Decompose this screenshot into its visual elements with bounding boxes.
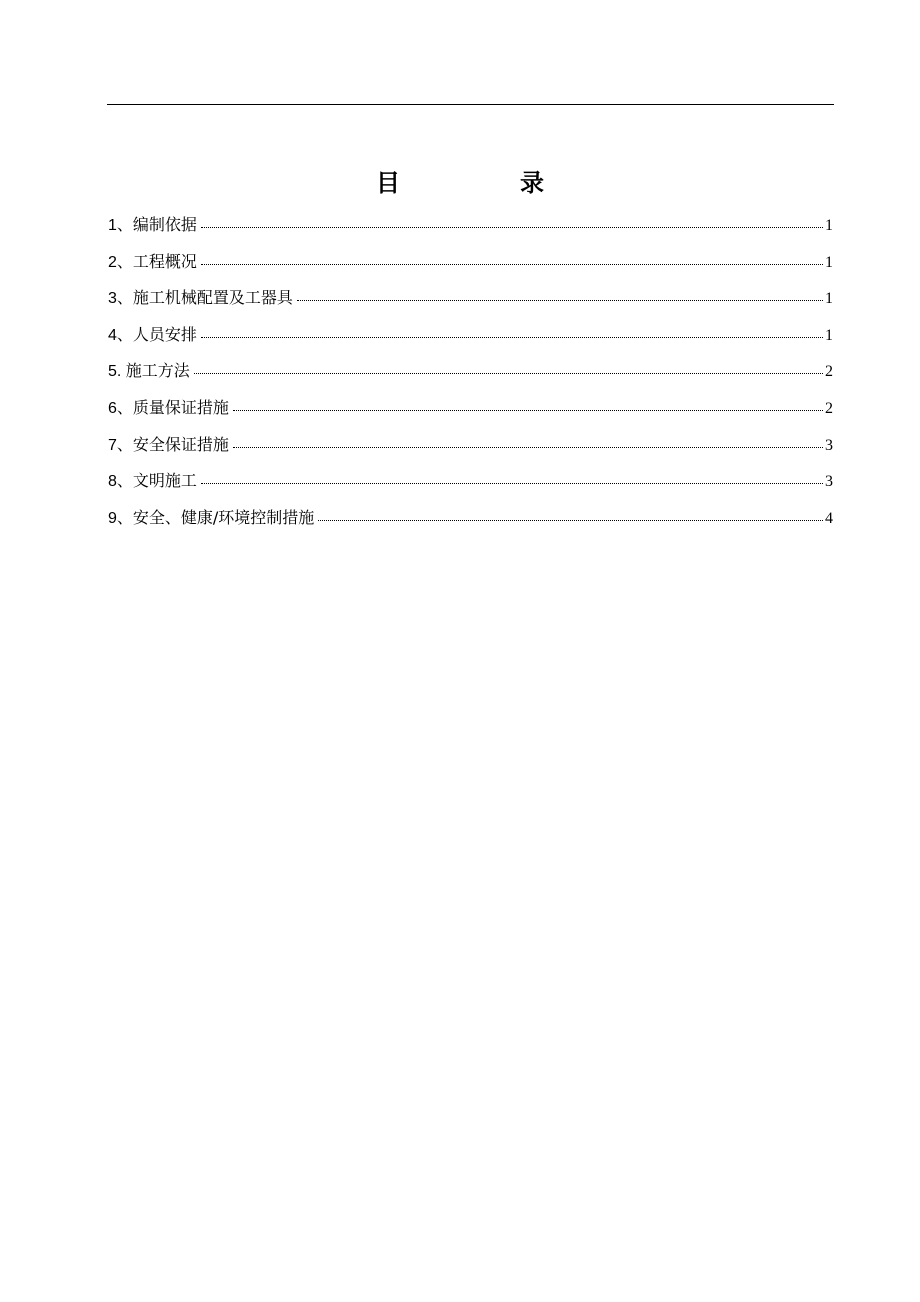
toc-leader-dots bbox=[194, 372, 823, 374]
toc-leader-dots bbox=[201, 263, 823, 265]
toc-entry-number: 3、 bbox=[108, 290, 133, 308]
toc-entry-page: 1 bbox=[825, 253, 833, 271]
toc-entry-title: 安全、健康/环境控制措施 bbox=[132, 507, 315, 527]
toc-leader-dots bbox=[233, 446, 823, 448]
toc-entry[interactable] bbox=[108, 207, 833, 244]
toc-entry-page: 1 bbox=[825, 217, 833, 234]
toc-entry[interactable] bbox=[108, 500, 833, 537]
toc-entry-title: 质量保证措施 bbox=[132, 397, 229, 417]
toc-entry-number: 6、 bbox=[108, 399, 133, 417]
toc-entry[interactable] bbox=[108, 317, 833, 354]
toc-entry-title: 人员安排 bbox=[132, 324, 197, 344]
toc-entry-page: 2 bbox=[825, 363, 833, 381]
toc-entry-number: 5. bbox=[108, 363, 126, 381]
toc-entry-title: 施工机械配置及工器具 bbox=[132, 288, 293, 308]
toc-entry[interactable] bbox=[108, 463, 833, 500]
toc-entry-number: 4、 bbox=[108, 326, 133, 344]
toc-entry-number: 9、 bbox=[108, 509, 133, 527]
toc-leader-dots bbox=[297, 299, 823, 301]
toc-entry-number: 7、 bbox=[108, 436, 133, 454]
toc-list bbox=[108, 207, 833, 536]
toc-entry-number: 2、 bbox=[108, 253, 133, 271]
toc-entry-title: 安全保证措施 bbox=[132, 434, 229, 454]
toc-entry-title: 编制依据 bbox=[132, 215, 197, 234]
toc-leader-dots bbox=[233, 409, 823, 411]
toc-entry-title: 文明施工 bbox=[132, 471, 197, 491]
toc-entry[interactable] bbox=[108, 280, 833, 317]
toc-entry-page: 3 bbox=[825, 436, 833, 454]
toc-entry-page: 2 bbox=[825, 399, 833, 417]
header-rule bbox=[107, 104, 834, 105]
toc-entry-title: 施工方法 bbox=[125, 361, 190, 381]
toc-entry-number: 8、 bbox=[108, 473, 133, 491]
toc-entry-page: 3 bbox=[825, 473, 833, 491]
toc-entry[interactable] bbox=[108, 353, 833, 390]
toc-entry[interactable] bbox=[108, 427, 833, 464]
toc-leader-dots bbox=[201, 226, 823, 228]
toc-title: 目 录 bbox=[376, 169, 592, 197]
toc-leader-dots bbox=[201, 336, 823, 338]
toc-entry-page: 4 bbox=[825, 509, 833, 527]
toc-leader-dots bbox=[318, 519, 823, 521]
toc-entry-number: 1、 bbox=[108, 217, 133, 234]
toc-leader-dots bbox=[201, 482, 823, 484]
toc-entry-page: 1 bbox=[825, 326, 833, 344]
toc-entry[interactable] bbox=[108, 390, 833, 427]
toc-entry-page: 1 bbox=[825, 290, 833, 308]
toc-entry[interactable] bbox=[108, 244, 833, 281]
toc-entry-title: 工程概况 bbox=[132, 251, 197, 271]
